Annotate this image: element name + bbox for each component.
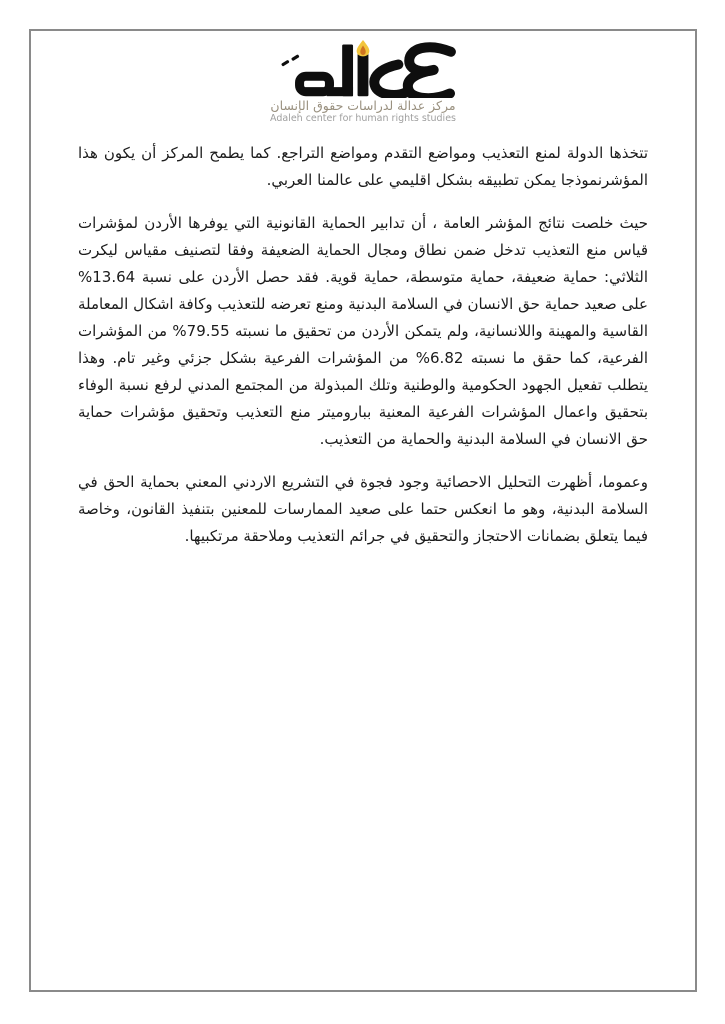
logo-subtitle-english: Adaleh center for human rights studies xyxy=(270,113,456,124)
paragraph-2: حيث خلصت نتائج المؤشر العامة ، أن تدابير الحماية القانونية التي يوفرها الأردن لمؤشرات قياس منع التعذيب تدخل ضمن نطاق ومجال الحماية الضعيفة وفقا لتصنيف مقياس ليكرت الثلاثي: حماية ضعيفة، حماية متوسطة، حماية قوية. فقد حصل الأردن على نسبة 13.64% على صعيد حماية حق الانسان في السلامة البدنية ومنع تعرضه للتعذيب وكافة اشكال المعاملة القاسية والمهينة واللانسانية، ولم يتمكن الأردن من تحقيق ما نسبته 79.55% من المؤشرات الفرعية، كما حقق ما نسبته 6.82% من المؤشرات الفرعية بشكل جزئي وغير تام. وهذا يتطلب تفعيل الجهود الحكومية والوطنية وتلك المبذولة من المجتمع المدني لرفع نسبة الوفاء بتحقيق واعمال المؤشرات الفرعية المعنية بباروميتر منع التعذيب وتحقيق مؤشرات حماية حق الانسان في السلامة البدنية والحماية من التعذيب. xyxy=(78,214,649,448)
adaleh-logo xyxy=(243,40,483,125)
document-body xyxy=(31,125,695,550)
letter-dal-icon xyxy=(374,64,405,94)
candle-icon xyxy=(357,40,370,96)
adaleh-wordmark-icon xyxy=(267,40,459,98)
paragraph-1: تتخذها الدولة لمنع التعذيب ومواضع التقدم ومواضع التراجع. كما يطمح المركز أن يكون هذا المؤشرنموذجا يمكن تطبيقه بشكل اقليمي على عالمنا العربي. xyxy=(78,144,648,189)
document-page xyxy=(29,29,697,992)
letter-ain-icon xyxy=(408,47,451,98)
logo-subtitle-arabic: مركز عدالة لدراسات حقوق الإنسان xyxy=(270,98,456,113)
paragraph-3: وعموما، أظهرت التحليل الاحصائية وجود فجوة في التشريع الاردني المعني بحماية الحق في السلامة البدنية، وهو ما انعكس حتما على صعيد الممارسات للمعنين بتنفيذ القانون، وخاصة فيما يتعلق بضمانات الاحتجاز والتحقيق في جرائم التعذيب وملاحقة مرتكبيها. xyxy=(78,473,648,545)
